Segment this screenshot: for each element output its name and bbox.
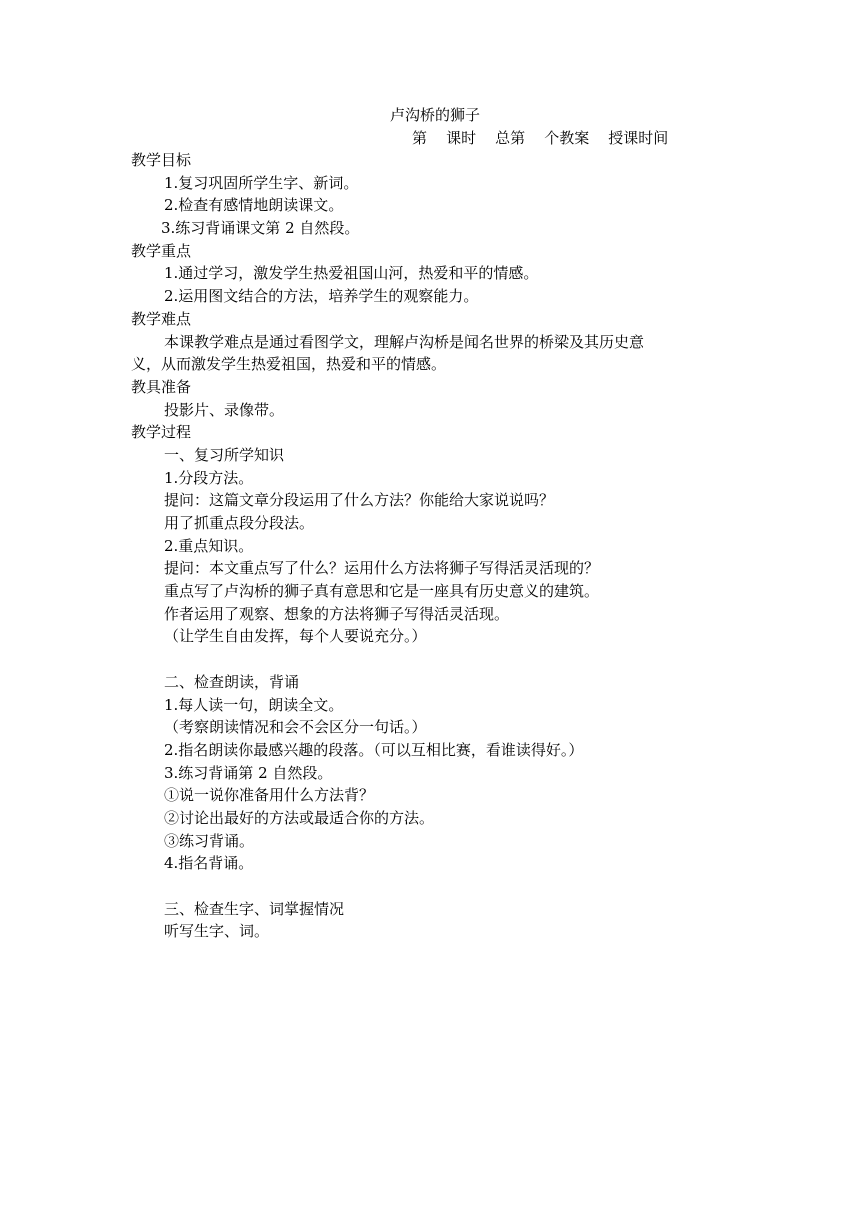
part2-line: ②讨论出最好的方法或最适合你的方法。: [164, 808, 435, 827]
part1-line: 重点写了卢沟桥的狮子真有意思和它是一座具有历史意义的建筑。: [164, 582, 600, 601]
document-body: [131, 149, 731, 943]
part1-line: 2.重点知识。: [164, 536, 254, 555]
part2-line: 4.指名背诵。: [164, 854, 254, 873]
focus-heading: 教学重点: [131, 241, 192, 260]
part1-line: 提问：本文重点写了什么？运用什么方法将狮子写得活灵活现的？: [164, 559, 600, 578]
blank-line: [131, 875, 731, 898]
document-title: 卢沟桥的狮子: [389, 106, 480, 124]
goal-item: 1.复习巩固所学生字、新词。: [164, 173, 359, 192]
focus-item: 1.通过学习，激发学生热爱祖国山河，热爱和平的情感。: [164, 264, 539, 283]
goals-heading: 教学目标: [131, 151, 192, 169]
difficulty-text-line: 义，从而激发学生热爱祖国，热爱和平的情感。: [131, 355, 447, 374]
part3-heading: 三、检查生字、词掌握情况: [164, 899, 345, 918]
part2-line: 3.练习背诵第 2 自然段。: [164, 763, 333, 782]
part2-line: ①说一说你准备用什么方法背？: [164, 786, 375, 805]
lesson-header-fields: 第 课时 总第 个教案 授课时间: [412, 129, 669, 147]
part2-line: ③练习背诵。: [164, 831, 255, 850]
part2-line: （考察朗读情况和会不会区分一句话。）: [164, 718, 427, 737]
part1-line: 1.分段方法。: [164, 468, 254, 487]
part1-line: 作者运用了观察、想象的方法将狮子写得活灵活现。: [164, 604, 510, 623]
process-heading: 教学过程: [131, 423, 192, 442]
part3-line: 听写生字、词。: [164, 922, 270, 941]
part1-heading: 一、复习所学知识: [164, 445, 285, 464]
difficulty-text-line: 本课教学难点是通过看图学文，理解卢沟桥是闻名世界的桥梁及其历史意: [164, 332, 645, 351]
tools-heading: 教具准备: [131, 377, 192, 396]
goal-item: 3.练习背诵课文第 2 自然段。: [161, 219, 360, 238]
part2-heading: 二、检查朗读，背诵: [164, 672, 300, 691]
part2-line: 2.指名朗读你最感兴趣的段落。（可以互相比赛，看谁读得好。）: [164, 740, 584, 759]
part1-line: 提问：这篇文章分段运用了什么方法？你能给大家说说吗？: [164, 491, 555, 510]
part1-line: （让学生自由发挥，每个人要说充分。）: [164, 627, 427, 646]
part2-line: 1.每人读一句，朗读全文。: [164, 695, 344, 714]
difficulty-heading: 教学难点: [131, 309, 192, 328]
blank-line: [131, 648, 731, 671]
tools-text: 投影片、录像带。: [164, 400, 285, 419]
goal-item: 2.检查有感情地朗读课文。: [164, 196, 344, 215]
focus-item: 2.运用图文结合的方法，培养学生的观察能力。: [164, 287, 479, 306]
part1-line: 用了抓重点段分段法。: [164, 514, 315, 532]
